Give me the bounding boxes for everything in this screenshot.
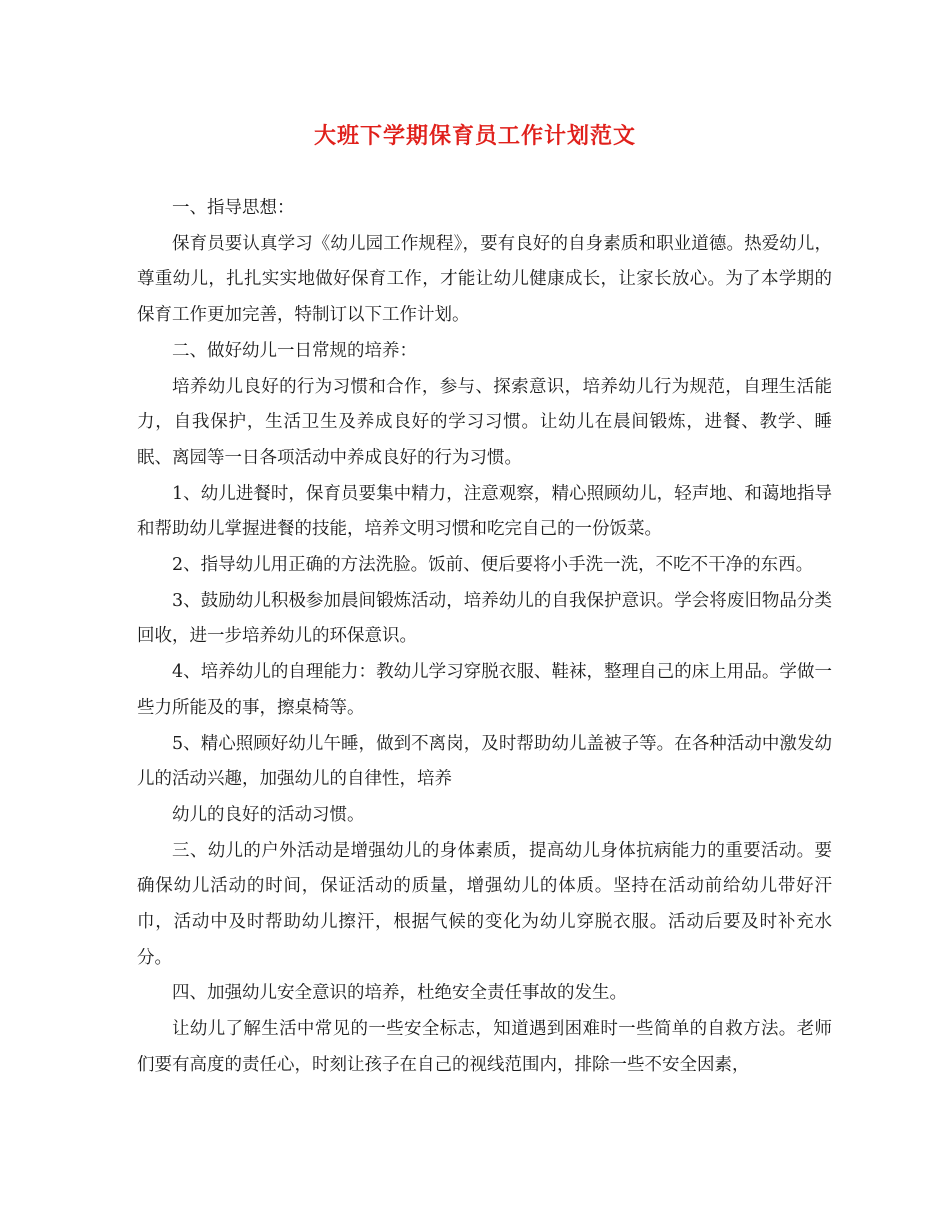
- list-item-5-continuation: 幼儿的良好的活动习惯。: [172, 804, 365, 825]
- section-3: 三、幼儿的户外活动是增强幼儿的身体素质，提高幼儿身体抗病能力的重要活动。要确保幼儿活动的时间，保证活动的质量，增强幼儿的体质。坚持在活动前给幼儿带好汗巾，活动中及时帮助幼儿擦汗，根据气候的变化为幼儿穿脱衣服。活动后要及时补充水分。: [137, 840, 832, 968]
- document-title: 大班下学期保育员工作计划范文: [313, 123, 636, 149]
- paragraph-1: 保育员要认真学习《幼儿园工作规程》，要有良好的自身素质和职业道德。热爱幼儿，尊重幼儿，扎扎实实地做好保育工作，才能让幼儿健康成长，让家长放心。为了本学期的保育工作更加完善，特制订以下工作计划。: [137, 233, 832, 326]
- list-item-2: 2、指导幼儿用正确的方法洗脸。饭前、便后要将小手洗一洗，不吃不干净的东西。: [172, 555, 814, 576]
- list-item-1: 1、幼儿进餐时，保育员要集中精力，注意观察，精心照顾幼儿，轻声地、和蔼地指导和帮助幼儿掌握进餐的技能，培养文明习惯和吃完自己的一份饭菜。: [137, 483, 832, 540]
- section-heading-2: 二、做好幼儿一日常规的培养：: [172, 340, 417, 361]
- list-item-3: 3、鼓励幼儿积极参加晨间锻炼活动，培养幼儿的自我保护意识。学会将废旧物品分类回收，进一步培养幼儿的环保意识。: [137, 590, 832, 647]
- document-body: [137, 191, 832, 1084]
- paragraph-2: 培养幼儿良好的行为习惯和合作，参与、探索意识，培养幼儿行为规范，自理生活能力，自我保护，生活卫生及养成良好的学习习惯。让幼儿在晨间锻炼，进餐、教学、睡眠、离园等一日各项活动中养成良好的行为习惯。: [137, 376, 832, 468]
- list-item-5: 5、精心照顾好幼儿午睡，做到不离岗，及时帮助幼儿盖被子等。在各种活动中激发幼儿的活动兴趣，加强幼儿的自律性，培养: [137, 733, 832, 790]
- paragraph-4: 让幼儿了解生活中常见的一些安全标志，知道遇到困难时一些简单的自救方法。老师们要有高度的责任心，时刻让孩子在自己的视线范围内，排除一些不安全因素，: [137, 1019, 832, 1075]
- list-item-4: 4、培养幼儿的自理能力：教幼儿学习穿脱衣服、鞋袜，整理自己的床上用品。学做一些力所能及的事，擦桌椅等。: [137, 662, 832, 718]
- section-heading-1: 一、指导思想：: [172, 198, 295, 218]
- section-heading-4: 四、加强幼儿安全意识的培养，杜绝安全责任事故的发生。: [172, 983, 627, 1004]
